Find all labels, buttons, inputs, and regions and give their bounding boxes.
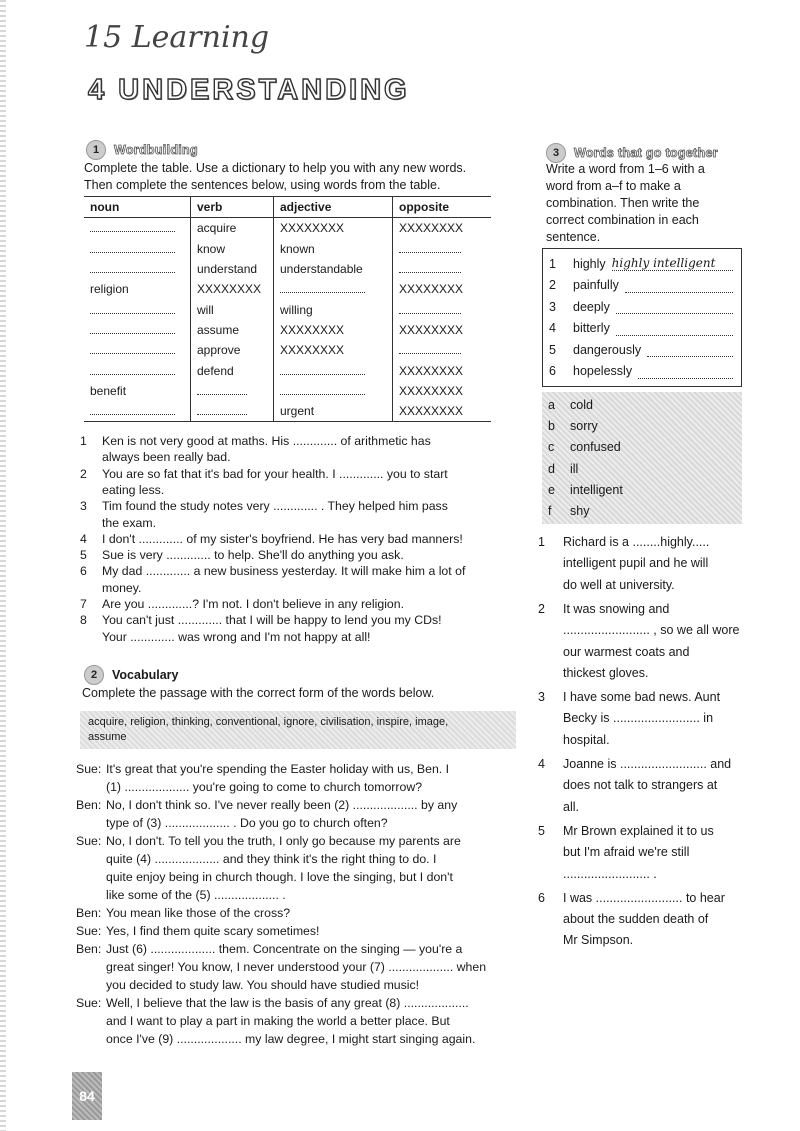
- match-item-word: deeply: [573, 299, 610, 314]
- match-item: [543, 275, 741, 297]
- dialog-line: It's great that you're spending the Easter holiday with us, Ben. I: [106, 762, 450, 776]
- ex3-instruction-line: Write a word from 1–6 with a: [546, 162, 705, 176]
- sentence-text: does not talk to strangers at: [563, 778, 718, 793]
- table-cell: willing: [274, 299, 393, 319]
- dialog-line: (1) ................... you're going to come to church tomorrow?: [106, 780, 423, 794]
- sentence-text: our warmest coats and: [563, 644, 690, 659]
- table-row: [84, 259, 491, 279]
- letter-word: shy: [570, 504, 590, 519]
- ex2-title: Vocabulary: [112, 668, 179, 682]
- section-title: 4 UNDERSTANDING: [88, 74, 410, 106]
- dialog-speaker: Ben:: [76, 906, 102, 920]
- letter-label: b: [548, 418, 555, 433]
- table-row: [84, 279, 491, 299]
- table-blank-cell[interactable]: [84, 299, 191, 319]
- dialog-line: quite enjoy being in church though. I love the singing, but I don't: [106, 870, 453, 884]
- sentence-text: money.: [102, 580, 142, 595]
- sentence-text: It was snowing and: [563, 601, 670, 616]
- table-blank-cell[interactable]: [191, 381, 274, 401]
- letter-label: e: [548, 482, 555, 497]
- sentence-text: I was ......................... to hear: [563, 890, 725, 905]
- page-edge: [0, 0, 6, 1131]
- match-answer-field[interactable]: [616, 321, 733, 336]
- match-item-word: hopelessly: [573, 364, 633, 379]
- dialog-line: No, I don't. To tell you the truth, I only go because my parents are: [106, 834, 461, 848]
- sentence-number: 4: [80, 531, 87, 546]
- sentence-number: 1: [538, 535, 545, 549]
- letter-word: ill: [570, 461, 579, 476]
- sentence-text: Tim found the study notes very ............. . They helped him pass: [102, 499, 448, 514]
- table-blank-cell[interactable]: [393, 259, 492, 279]
- table-blank-cell[interactable]: [84, 340, 191, 360]
- letter-word: intelligent: [570, 482, 623, 497]
- table-row: [84, 381, 491, 401]
- table-cell: religion: [90, 282, 129, 297]
- table-cell: XXXXXXXX: [393, 320, 492, 340]
- ex1-instructions: [84, 160, 466, 194]
- dialog-line: quite (4) ................... and they think it's the right thing to do. I: [106, 852, 437, 866]
- table-blank-cell[interactable]: [84, 401, 191, 421]
- sentence-text: eating less.: [102, 482, 165, 497]
- table-cell: XXXXXXXX: [393, 360, 492, 380]
- ex3-sentences: [538, 532, 758, 952]
- table-header-noun: noun: [84, 197, 191, 218]
- ex1-sentences: [80, 433, 510, 653]
- ex3-instruction-line: combination. Then write the: [546, 196, 700, 210]
- dialog-line: once I've (9) ................... my law degree, I might start singing again.: [106, 1032, 476, 1046]
- table-row: [84, 320, 491, 340]
- dialog-speaker: Sue:: [76, 996, 102, 1010]
- ex3-instructions: [546, 161, 705, 246]
- match-item: [543, 318, 741, 340]
- sentence-text: Your ............. was wrong and I'm not happy at all!: [102, 629, 371, 644]
- table-blank-cell[interactable]: [191, 401, 274, 421]
- letter-item: [542, 479, 742, 500]
- sentence-text: Are you .............? I'm not. I don't believe in any religion.: [102, 597, 405, 611]
- table-cell: understand: [191, 259, 274, 279]
- table-row: [84, 340, 491, 360]
- word-list-line: acquire, religion, thinking, conventional, ignore, civilisation, inspire, image,: [88, 716, 449, 728]
- ex3-letter-list: [542, 392, 742, 524]
- dialog-line: and I want to play a part in making the world a better place. But: [106, 1014, 450, 1028]
- wordbuilding-table: [84, 196, 491, 422]
- letter-label: a: [548, 397, 555, 412]
- dialog-line: No, I don't think so. I've never really been (2) ................... by any: [106, 798, 458, 812]
- letter-word: sorry: [570, 418, 598, 433]
- dialog-speaker: Sue:: [76, 924, 102, 938]
- table-blank-cell[interactable]: [84, 360, 191, 380]
- match-item: [543, 339, 741, 361]
- dialog-line: you decided to study law. You should have studied music!: [106, 978, 420, 992]
- table-header-adjective: adjective: [274, 197, 393, 218]
- sentence-text: Mr Simpson.: [563, 933, 634, 948]
- table-blank-cell[interactable]: [274, 381, 393, 401]
- letter-item: [542, 458, 742, 479]
- dialog-speaker: Sue:: [76, 762, 102, 776]
- ex3-instruction-line: word from a–f to make a: [546, 179, 681, 193]
- ex2-dialog: [76, 760, 516, 1060]
- table-blank-cell[interactable]: [274, 279, 393, 299]
- letter-item: [542, 415, 742, 436]
- table-cell: known: [274, 239, 393, 259]
- match-answer-field[interactable]: [625, 278, 733, 293]
- dialog-line: great singer! You know, I never understood your (7) ................... when: [106, 960, 487, 974]
- match-item-number: 6: [549, 364, 556, 379]
- match-item-number: 5: [549, 342, 556, 357]
- table-cell: know: [191, 239, 274, 259]
- table-cell: XXXXXXXX: [274, 218, 393, 239]
- table-cell: XXXXXXXX: [393, 279, 492, 299]
- letter-label: c: [548, 440, 555, 455]
- dialog-speaker: Sue:: [76, 834, 102, 848]
- table-header-verb: verb: [191, 197, 274, 218]
- ex2-number-badge: 2: [84, 665, 104, 685]
- table-blank-cell[interactable]: [84, 259, 191, 279]
- sentence-number: 3: [80, 499, 87, 514]
- match-item: [543, 296, 741, 318]
- table-cell: approve: [191, 340, 274, 360]
- match-item: [543, 361, 741, 383]
- sentence-text: You are so fat that it's bad for your health. I ............. you to start: [102, 466, 448, 481]
- ex3-title: Words that go together: [574, 146, 718, 160]
- match-item-word: bitterly: [573, 321, 610, 336]
- table-cell: XXXXXXXX: [393, 218, 492, 239]
- table-cell: urgent: [274, 401, 393, 421]
- sentence-text: Ken is not very good at maths. His ............. of arithmetic has: [102, 434, 431, 448]
- sentence-text: all.: [563, 799, 579, 814]
- sentence-number: 5: [538, 823, 545, 838]
- table-cell: understandable: [274, 259, 393, 279]
- sentence-text: about the sudden death of: [563, 912, 709, 927]
- sentence-number: 3: [538, 690, 545, 705]
- dialog-line: You mean like those of the cross?: [106, 906, 291, 920]
- dialog-line: Well, I believe that the law is the basis of any great (8) ...................: [106, 996, 469, 1010]
- match-item-word: painfully: [573, 278, 619, 293]
- sentence-text: intelligent pupil and he will: [563, 556, 709, 571]
- dialog-line: Yes, I find them quite scary sometimes!: [106, 924, 320, 938]
- sentence-text: the exam.: [102, 515, 156, 530]
- match-item-word: highly: [573, 256, 606, 271]
- match-item-number: 3: [549, 299, 556, 314]
- table-header-opposite: opposite: [393, 197, 492, 218]
- sentence-text: I don't ............. of my sister's boyfriend. He has very bad manners!: [102, 531, 463, 546]
- ex1-number-badge: 1: [86, 140, 106, 160]
- table-blank-cell[interactable]: [84, 218, 191, 239]
- sentence-text: thickest gloves.: [563, 665, 649, 680]
- sentence-text: Mr Brown explained it to us: [563, 823, 714, 838]
- unit-title: 15 Learning: [84, 20, 270, 55]
- match-answer-field[interactable]: [638, 364, 733, 379]
- ex2-heading: [84, 665, 178, 685]
- match-item-number: 1: [549, 256, 556, 271]
- ex1-heading: [86, 140, 198, 160]
- sentence-text: hospital.: [563, 732, 610, 747]
- table-cell: assume: [191, 320, 274, 340]
- table-cell: will: [191, 299, 274, 319]
- sentence-text: Sue is very ............. to help. She'll do anything you ask.: [102, 548, 404, 563]
- page-number: 84: [72, 1072, 102, 1120]
- table-cell: acquire: [191, 218, 274, 239]
- table-blank-cell[interactable]: [393, 340, 492, 360]
- ex1-instruction-line: Complete the table. Use a dictionary to help you with any new words.: [84, 161, 467, 175]
- ex3-instruction-line: sentence.: [546, 230, 601, 244]
- dialog-line: like some of the (5) ................... .: [106, 888, 286, 902]
- match-item: [543, 253, 741, 275]
- table-cell: benefit: [90, 383, 127, 398]
- letter-word: cold: [570, 397, 593, 412]
- sentence-number: 1: [80, 434, 87, 448]
- sentence-text: do well at university.: [563, 577, 675, 592]
- table-cell: defend: [191, 360, 274, 380]
- table-cell: XXXXXXXX: [393, 381, 492, 401]
- table-row: [84, 218, 491, 239]
- table-blank-cell[interactable]: [393, 239, 492, 259]
- sentence-text: but I'm afraid we're still: [563, 845, 690, 860]
- letter-label: d: [548, 461, 555, 476]
- sentence-number: 2: [80, 466, 87, 481]
- table-row: [84, 401, 491, 421]
- sentence-number: 4: [538, 757, 545, 771]
- ex1-instruction-line: Then complete the sentences below, using words from the table.: [84, 178, 441, 192]
- ex3-word-list: [542, 248, 742, 387]
- table-row: [84, 239, 491, 259]
- ex3-instruction-line: correct combination in each: [546, 213, 699, 227]
- letter-item: [542, 437, 742, 458]
- table-blank-cell[interactable]: [274, 360, 393, 380]
- table-cell: XXXXXXXX: [274, 320, 393, 340]
- match-answer-field[interactable]: [616, 299, 733, 314]
- letter-item: [542, 500, 742, 521]
- match-item-word: dangerously: [573, 342, 642, 357]
- sentence-number: 5: [80, 548, 87, 563]
- sentence-text: Joanne is ......................... and: [563, 757, 732, 771]
- table-cell: XXXXXXXX: [191, 279, 274, 299]
- letter-item: [542, 394, 742, 415]
- sentence-text: You can't just ............. that I will be happy to lend you my CDs!: [102, 613, 442, 628]
- match-answer-field[interactable]: [647, 342, 733, 357]
- table-blank-cell[interactable]: [393, 299, 492, 319]
- dialog-speaker: Ben:: [76, 942, 102, 956]
- sentence-text: Richard is a ........highly.....: [563, 535, 710, 549]
- sentence-text: I have some bad news. Aunt: [563, 690, 721, 705]
- match-item-number: 4: [549, 321, 556, 336]
- ex1-title: Wordbuilding: [114, 143, 198, 157]
- ex2-word-box: [80, 711, 516, 749]
- sentence-number: 6: [80, 564, 87, 579]
- sentence-text: ......................... , so we all wore: [563, 623, 740, 638]
- dialog-line: type of (3) ................... . Do you go to church often?: [106, 816, 388, 830]
- sentence-number: 7: [80, 597, 87, 611]
- dialog-line: Just (6) ................... them. Concentrate on the singing — you're a: [106, 942, 463, 956]
- match-answer-field[interactable]: highly intelligent: [612, 256, 733, 271]
- match-item-number: 2: [549, 278, 556, 293]
- dialog-speaker: Ben:: [76, 798, 102, 812]
- ex3-number-badge: 3: [546, 143, 566, 163]
- table-blank-cell[interactable]: [84, 239, 191, 259]
- table-row: [84, 299, 491, 319]
- word-list-line: assume: [88, 731, 127, 743]
- sentence-text: always been really bad.: [102, 450, 231, 465]
- sentence-number: 2: [538, 601, 545, 616]
- ex3-heading: [546, 143, 718, 163]
- table-cell: XXXXXXXX: [274, 340, 393, 360]
- sentence-number: 8: [80, 613, 87, 628]
- table-cell: XXXXXXXX: [393, 401, 492, 421]
- sentence-text: ......................... .: [563, 866, 657, 881]
- sentence-text: Becky is ......................... in: [563, 711, 714, 726]
- sentence-text: My dad ............. a new business yesterday. It will make him a lot of: [102, 564, 466, 579]
- letter-word: confused: [570, 440, 621, 455]
- letter-label: f: [548, 504, 552, 519]
- table-blank-cell[interactable]: [84, 320, 191, 340]
- ex2-instructions: Complete the passage with the correct form of the words below.: [82, 686, 435, 700]
- table-row: [84, 360, 491, 380]
- sentence-number: 6: [538, 890, 545, 905]
